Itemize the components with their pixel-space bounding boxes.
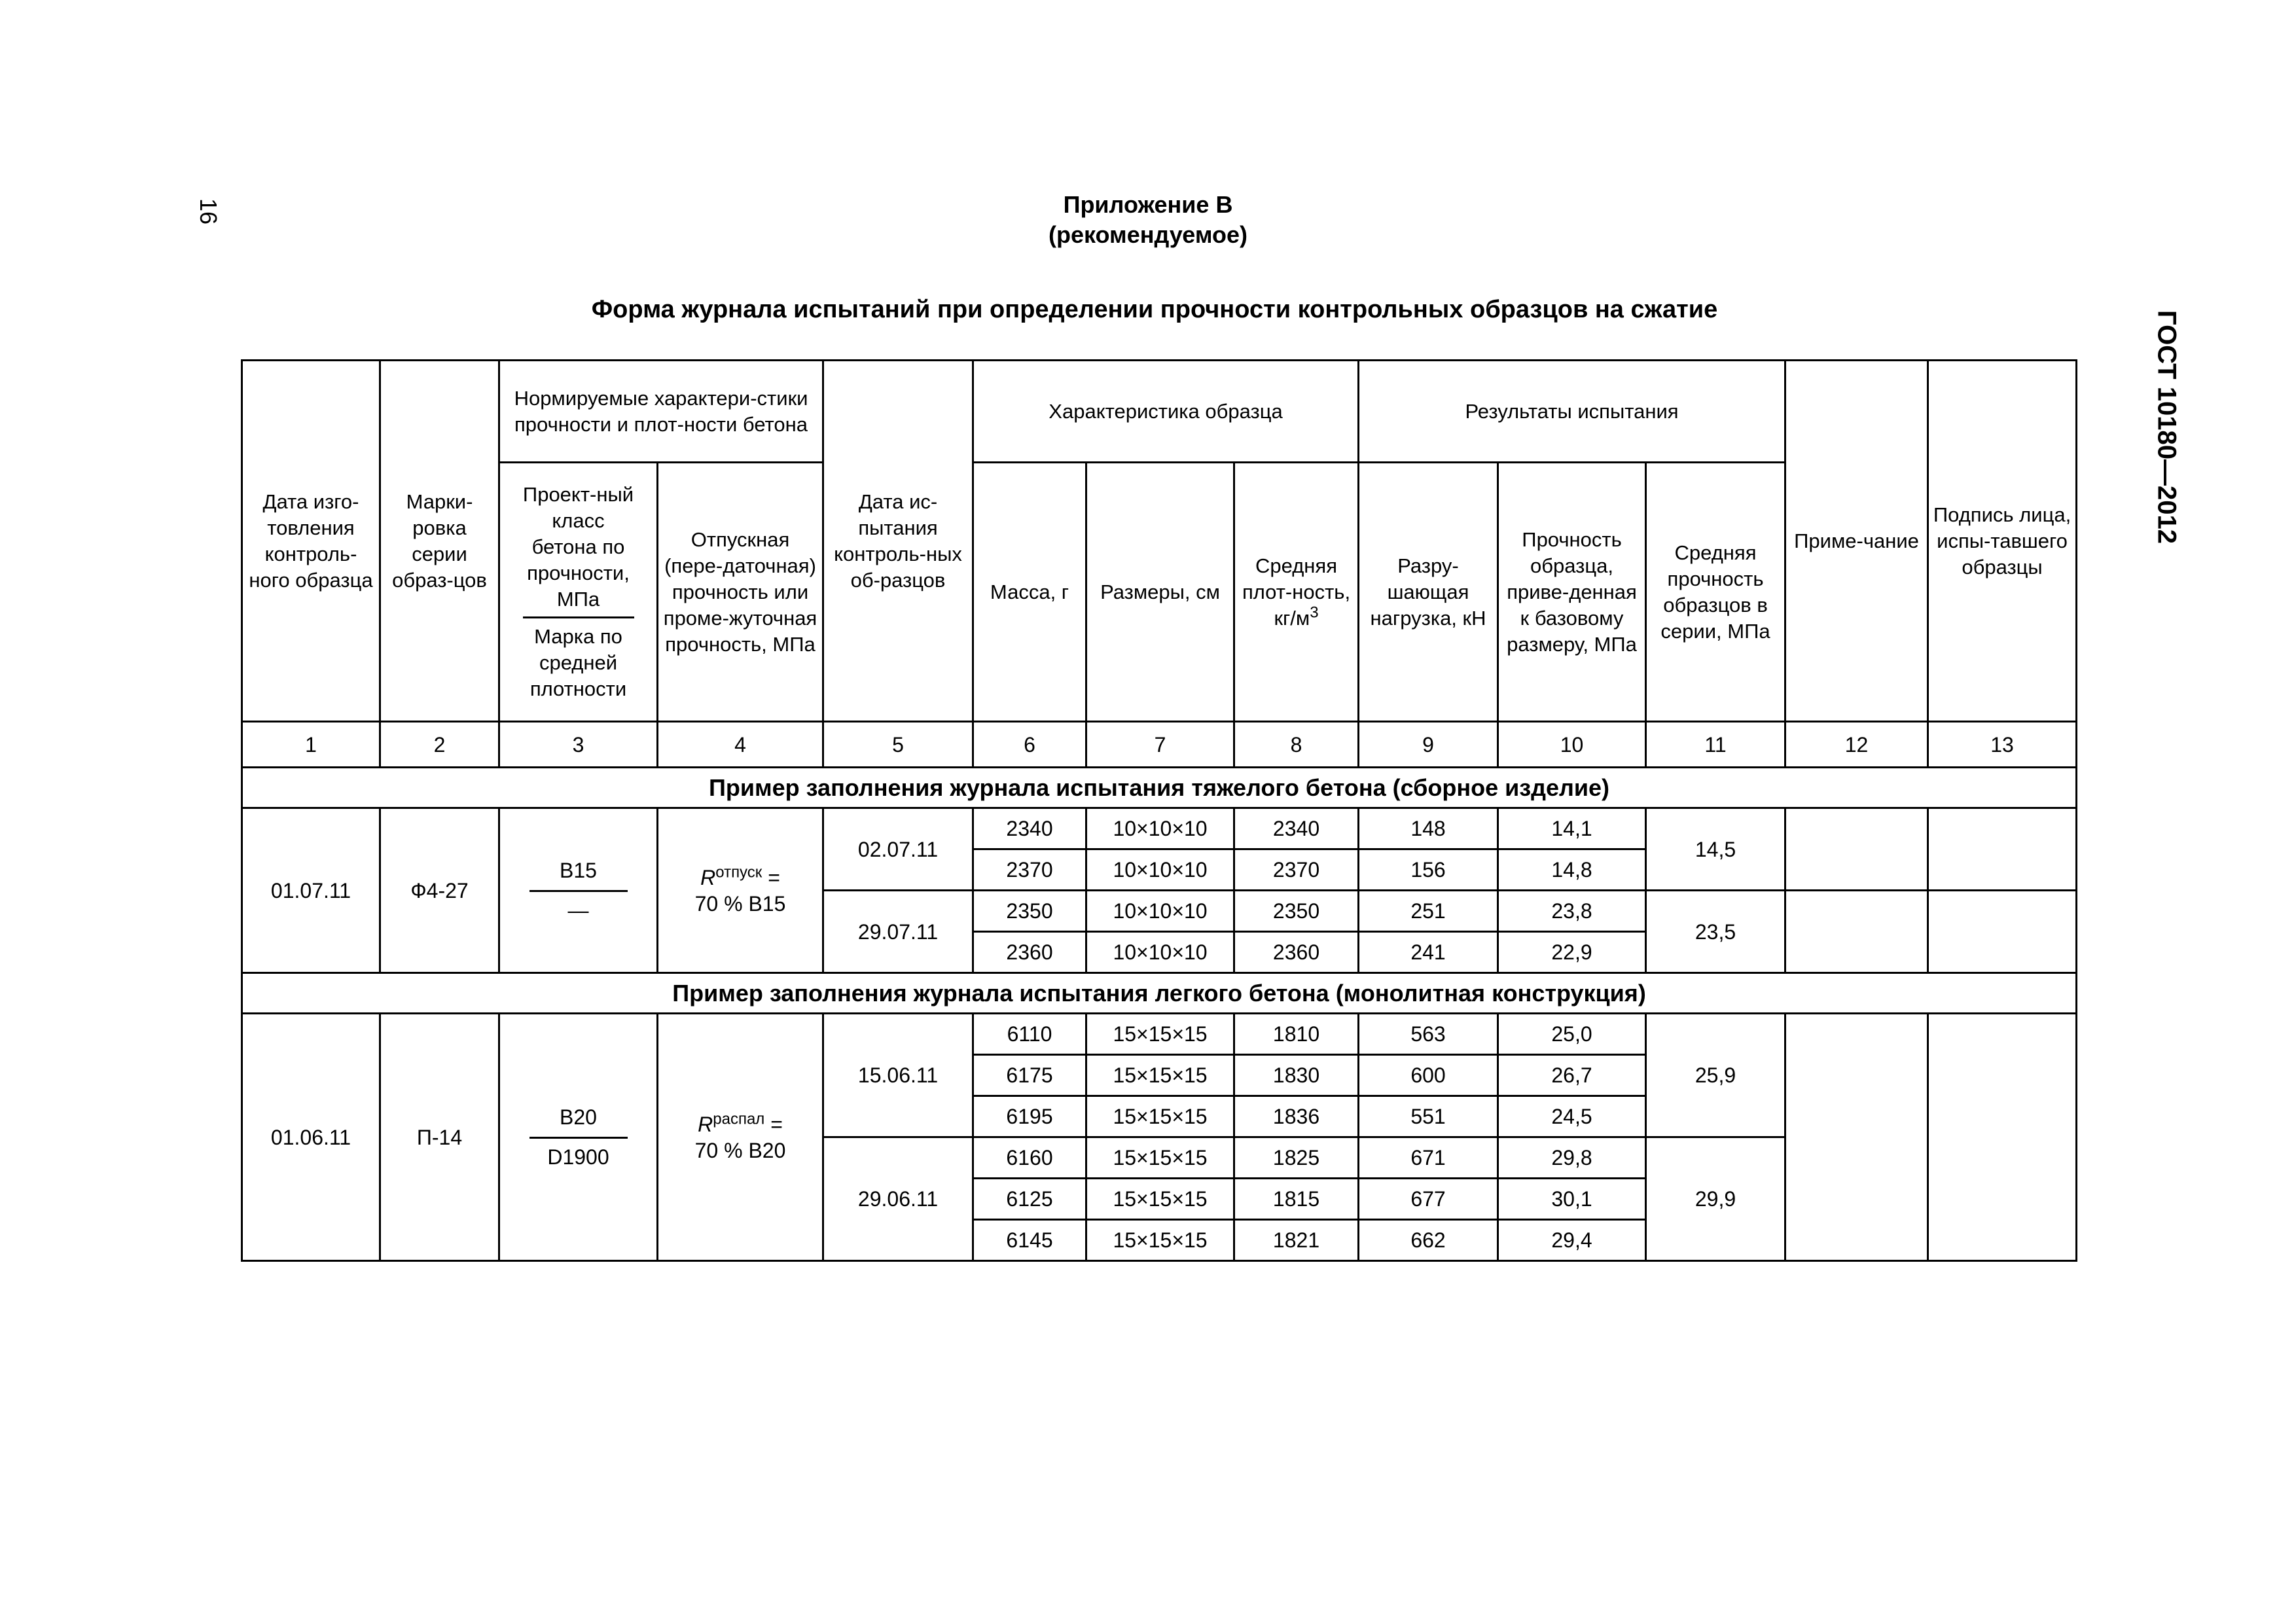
cell-class-grade — [499, 808, 658, 973]
cell-load: 551 — [1359, 1096, 1498, 1137]
column-number: 3 — [499, 722, 658, 768]
cell-density: 2350 — [1234, 891, 1359, 932]
cell-load: 251 — [1359, 891, 1498, 932]
cell-strength: 14,1 — [1498, 808, 1646, 849]
cell-class-grade — [499, 1014, 658, 1261]
test-journal-table — [241, 359, 2077, 1262]
cell-signature — [1928, 891, 2077, 973]
cell-design-class: В20 — [529, 1104, 628, 1139]
cell-mass: 2340 — [973, 808, 1086, 849]
release-symbol: R — [698, 1112, 713, 1136]
cell-size: 15×15×15 — [1086, 1137, 1234, 1179]
cell-size: 15×15×15 — [1086, 1096, 1234, 1137]
header-avg-density-text: Средняя плот-ность, кг/м — [1242, 554, 1351, 630]
cell-load: 241 — [1359, 932, 1498, 973]
header-group-normative: Нормируемые характери-стики прочности и плот-ности бетона — [499, 361, 823, 463]
cell-density: 2370 — [1234, 849, 1359, 891]
cell-density: 2340 — [1234, 808, 1359, 849]
header-reduced-strength: Прочность образца, приве-денная к базовому размеру, МПа — [1498, 463, 1646, 722]
cell-strength: 14,8 — [1498, 849, 1646, 891]
cell-load: 600 — [1359, 1055, 1498, 1096]
column-number: 7 — [1086, 722, 1234, 768]
document-code: ГОСТ 10180—2012 — [2152, 310, 2181, 544]
cell-signature — [1928, 1014, 2077, 1261]
cell-density: 1830 — [1234, 1055, 1359, 1096]
cell-date-made: 01.06.11 — [242, 1014, 380, 1261]
header-row-1 — [242, 361, 2077, 463]
cell-note — [1785, 808, 1928, 891]
section-light-concrete-title: Пример заполнения журнала испытания легкого бетона (монолитная конструкция) — [242, 973, 2077, 1014]
cell-mass: 2360 — [973, 932, 1086, 973]
cell-density: 1810 — [1234, 1014, 1359, 1055]
header-date-made: Дата изго-товления контроль-ного образца — [242, 361, 380, 722]
column-number: 6 — [973, 722, 1086, 768]
release-symbol: R — [700, 865, 716, 889]
cell-signature — [1928, 808, 2077, 891]
column-number: 13 — [1928, 722, 2077, 768]
cell-strength: 26,7 — [1498, 1055, 1646, 1096]
page-number: 16 — [195, 198, 223, 225]
cell-size: 15×15×15 — [1086, 1220, 1234, 1261]
cell-mass: 6110 — [973, 1014, 1086, 1055]
cell-density-grade: — — [567, 899, 589, 922]
cell-mass: 6160 — [973, 1137, 1086, 1179]
cell-test-date: 15.06.11 — [823, 1014, 973, 1137]
header-dimensions: Размеры, см — [1086, 463, 1234, 722]
cell-release-strength — [658, 1014, 823, 1261]
header-release-strength: Отпускная (пере-даточная) прочность или проме-жуточная прочность, МПа — [658, 463, 823, 722]
cell-size: 10×10×10 — [1086, 891, 1234, 932]
cell-avg-strength: 25,9 — [1646, 1014, 1785, 1137]
header-class-grade — [499, 463, 658, 722]
section-heading-row — [242, 973, 2077, 1014]
cell-mass: 2370 — [973, 849, 1086, 891]
release-value: 70 % В15 — [694, 891, 786, 916]
appendix-title: Приложение В — [1063, 191, 1233, 218]
header-breaking-load: Разру-шающая нагрузка, кН — [1359, 463, 1498, 722]
cell-load: 677 — [1359, 1179, 1498, 1220]
release-index: распал — [713, 1109, 765, 1128]
header-group-sample: Характеристика образца — [973, 361, 1359, 463]
cell-size: 15×15×15 — [1086, 1055, 1234, 1096]
header-note: Приме-чание — [1785, 361, 1928, 722]
cell-strength: 29,8 — [1498, 1137, 1646, 1179]
form-title: Форма журнала испытаний при определении прочности контрольных образцов на сжатие — [591, 296, 1718, 323]
cell-mass: 6125 — [973, 1179, 1086, 1220]
cell-size: 15×15×15 — [1086, 1179, 1234, 1220]
cell-note — [1785, 891, 1928, 973]
header-group-results: Результаты испытания — [1359, 361, 1785, 463]
column-number: 12 — [1785, 722, 1928, 768]
column-number: 10 — [1498, 722, 1646, 768]
cell-series-mark: Ф4-27 — [380, 808, 499, 973]
cell-release-strength — [658, 808, 823, 973]
header-avg-strength: Средняя прочность образцов в серии, МПа — [1646, 463, 1785, 722]
cell-test-date: 29.06.11 — [823, 1137, 973, 1261]
cell-size: 10×10×10 — [1086, 932, 1234, 973]
cell-date-made: 01.07.11 — [242, 808, 380, 973]
cell-size: 10×10×10 — [1086, 808, 1234, 849]
header-test-date: Дата ис-пытания контроль-ных об-разцов — [823, 361, 973, 722]
column-number: 1 — [242, 722, 380, 768]
cell-note — [1785, 1014, 1928, 1261]
cell-avg-strength: 14,5 — [1646, 808, 1785, 891]
cell-mass: 6145 — [973, 1220, 1086, 1261]
column-number-row — [242, 722, 2077, 768]
release-equals: = — [764, 1112, 783, 1136]
cell-strength: 30,1 — [1498, 1179, 1646, 1220]
cell-load: 671 — [1359, 1137, 1498, 1179]
column-number: 9 — [1359, 722, 1498, 768]
column-number: 8 — [1234, 722, 1359, 768]
cell-mass: 6195 — [973, 1096, 1086, 1137]
cell-strength: 24,5 — [1498, 1096, 1646, 1137]
section-heavy-concrete-title: Пример заполнения журнала испытания тяжелого бетона (сборное изделие) — [242, 768, 2077, 808]
header-avg-density-sup: 3 — [1310, 603, 1319, 622]
cell-test-date: 02.07.11 — [823, 808, 973, 891]
header-mass: Масса, г — [973, 463, 1086, 722]
cell-density: 2360 — [1234, 932, 1359, 973]
cell-load: 662 — [1359, 1220, 1498, 1261]
cell-mass: 6175 — [973, 1055, 1086, 1096]
appendix-type: (рекомендуемое) — [1049, 221, 1247, 248]
cell-series-mark: П-14 — [380, 1014, 499, 1261]
cell-test-date: 29.07.11 — [823, 891, 973, 973]
cell-density: 1821 — [1234, 1220, 1359, 1261]
cell-load: 156 — [1359, 849, 1498, 891]
section-heading-row — [242, 768, 2077, 808]
cell-load: 148 — [1359, 808, 1498, 849]
header-design-class: Проект-ный класс бетона по прочности, МПа — [523, 482, 634, 618]
table-row — [242, 808, 2077, 849]
cell-strength: 23,8 — [1498, 891, 1646, 932]
cell-design-class: В15 — [529, 857, 628, 892]
cell-size: 15×15×15 — [1086, 1014, 1234, 1055]
cell-avg-strength: 29,9 — [1646, 1137, 1785, 1261]
header-density-grade: Марка по средней плотности — [529, 625, 627, 700]
header-signature: Подпись лица, испы-тавшего образцы — [1928, 361, 2077, 722]
cell-strength: 29,4 — [1498, 1220, 1646, 1261]
cell-strength: 22,9 — [1498, 932, 1646, 973]
cell-size: 10×10×10 — [1086, 849, 1234, 891]
column-number: 5 — [823, 722, 973, 768]
release-equals: = — [762, 865, 780, 889]
column-number: 2 — [380, 722, 499, 768]
release-value: 70 % В20 — [694, 1138, 786, 1162]
table-row — [242, 1014, 2077, 1055]
cell-load: 563 — [1359, 1014, 1498, 1055]
cell-avg-strength: 23,5 — [1646, 891, 1785, 973]
header-series-mark: Марки-ровка серии образ-цов — [380, 361, 499, 722]
column-number: 4 — [658, 722, 823, 768]
release-index: отпуск — [715, 863, 762, 881]
cell-density-grade: D1900 — [547, 1145, 609, 1169]
cell-strength: 25,0 — [1498, 1014, 1646, 1055]
cell-density: 1825 — [1234, 1137, 1359, 1179]
cell-density: 1815 — [1234, 1179, 1359, 1220]
header-avg-density — [1234, 463, 1359, 722]
column-number: 11 — [1646, 722, 1785, 768]
cell-density: 1836 — [1234, 1096, 1359, 1137]
cell-mass: 2350 — [973, 891, 1086, 932]
